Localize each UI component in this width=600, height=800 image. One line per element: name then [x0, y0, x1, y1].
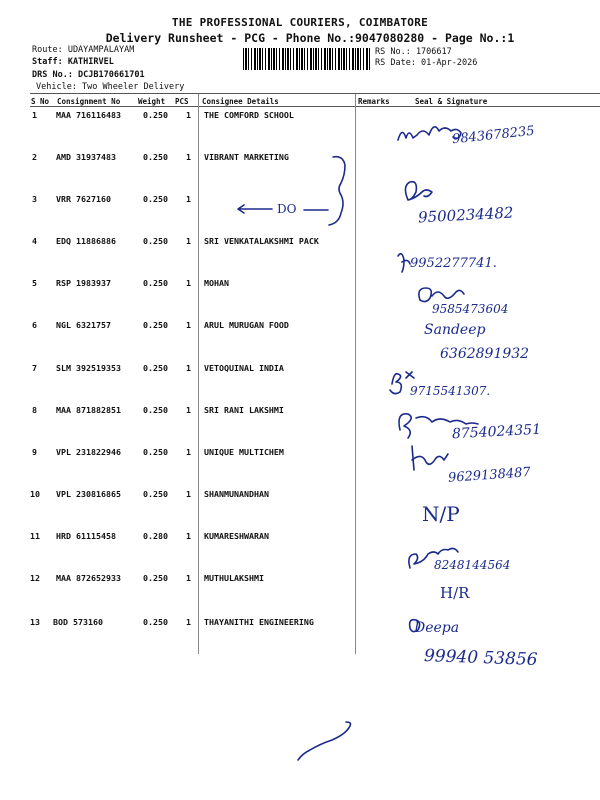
col-pcs: PCS — [175, 97, 189, 106]
row-consignment: AMD 31937483 — [56, 152, 116, 162]
row-pcs: 1 — [186, 152, 191, 162]
handwritten-name-row-13: Deepa — [414, 620, 460, 636]
row-consignee: UNIQUE MULTICHEM — [204, 447, 284, 457]
row-consignment: MAA 871882851 — [56, 405, 121, 415]
row-consignee: VIBRANT MARKETING — [204, 152, 289, 162]
runsheet-title: Delivery Runsheet - PCG - Phone No.:9047080280 - Page No.:1 — [105, 31, 515, 45]
row-consignment: VRR 7627160 — [56, 194, 111, 204]
row-weight: 0.250 — [143, 617, 168, 627]
handwritten-name-row-6: Sandeep — [424, 322, 486, 338]
row-consignee: THE COMFORD SCHOOL — [204, 110, 294, 120]
handwritten-phone-row-8: 8754024351 — [451, 421, 542, 443]
col-consignee: Consignee Details — [202, 97, 279, 106]
handwritten-phone-row-5: 9585473604 — [432, 302, 509, 316]
barcode — [243, 48, 370, 70]
row-consignment: VPL 230816865 — [56, 489, 121, 499]
row-sno: 5 — [32, 278, 37, 288]
row-consignment: HRD 61115458 — [56, 531, 116, 541]
row-consignment: SLM 392519353 — [56, 363, 121, 373]
handwritten-phone-row-4: 9952277741. — [410, 256, 497, 271]
handwritten-phone-row-13: 99940 53856 — [423, 646, 538, 670]
col-consignment: Consignment No — [57, 97, 121, 106]
row-consignee: SHANMUNANDHAN — [204, 489, 269, 499]
row-pcs: 1 — [186, 363, 191, 373]
row-consignee: ARUL MURUGAN FOOD — [204, 320, 289, 330]
row-consignment: BOD 573160 — [53, 617, 103, 627]
rs-date: RS Date: 01-Apr-2026 — [375, 58, 478, 68]
row-sno: 12 — [30, 573, 40, 583]
row-consignee: VETOQUINAL INDIA — [204, 363, 284, 373]
row-pcs: 1 — [186, 320, 191, 330]
rs-number: RS No.: 1706617 — [375, 47, 452, 57]
row-pcs: 1 — [186, 447, 191, 457]
handwritten-phone-row-12: 8248144564 — [434, 558, 511, 572]
drs-number: DRS No.: DCJB170661701 — [32, 70, 145, 80]
row-consignee: MOHAN — [204, 278, 229, 288]
row-consignment: RSP 1983937 — [56, 278, 111, 288]
row-consignment: MAA 872652933 — [56, 573, 121, 583]
col-weight: Weight — [138, 97, 166, 106]
col-sno: S No — [31, 97, 50, 106]
row-sno: 7 — [32, 363, 37, 373]
row-consignee: MUTHULAKSHMI — [204, 573, 264, 583]
row-sno: 13 — [30, 617, 40, 627]
row-weight: 0.250 — [143, 110, 168, 120]
row-pcs: 1 — [186, 110, 191, 120]
row-weight: 0.250 — [143, 447, 168, 457]
handwritten-note-row-12: H/R — [440, 584, 470, 602]
handwritten-phone-row-6: 6362891932 — [440, 346, 530, 362]
row-weight: 0.250 — [143, 236, 168, 246]
row-consignee: KUMARESHWARAN — [204, 531, 269, 541]
row-sno: 4 — [32, 236, 37, 246]
table-row — [0, 236, 600, 278]
handwritten-note-row-10: N/P — [422, 502, 460, 526]
row-pcs: 1 — [186, 617, 191, 627]
row-sno: 3 — [32, 194, 37, 204]
row-pcs: 1 — [186, 278, 191, 288]
row-consignment: EDQ 11886886 — [56, 236, 116, 246]
row-pcs: 1 — [186, 531, 191, 541]
row-weight: 0.250 — [143, 405, 168, 415]
table-header-border — [30, 106, 600, 107]
table-row — [0, 363, 600, 405]
bottom-flourish — [298, 722, 351, 760]
handwritten-ditto-row-3: DO — [277, 202, 297, 216]
staff-label: Staff: KATHIRVEL — [32, 57, 114, 67]
row-pcs: 1 — [186, 236, 191, 246]
row-weight: 0.250 — [143, 363, 168, 373]
company-title: THE PROFESSIONAL COURIERS, COIMBATORE — [171, 16, 429, 29]
row-sno: 10 — [30, 489, 40, 499]
row-weight: 0.280 — [143, 531, 168, 541]
route-label: Route: UDAYAMPALAYAM — [32, 45, 135, 55]
table-row — [0, 573, 600, 615]
row-consignee: SRI RANI LAKSHMI — [204, 405, 284, 415]
row-pcs: 1 — [186, 194, 191, 204]
row-consignment: MAA 716116483 — [56, 110, 121, 120]
col-remarks: Remarks — [358, 97, 390, 106]
table-row — [0, 278, 600, 320]
row-sno: 1 — [32, 110, 37, 120]
row-weight: 0.250 — [143, 278, 168, 288]
row-weight: 0.250 — [143, 573, 168, 583]
row-pcs: 1 — [186, 405, 191, 415]
row-weight: 0.250 — [143, 152, 168, 162]
col-seal-signature: Seal & Signature — [415, 97, 488, 106]
row-sno: 8 — [32, 405, 37, 415]
vehicle-label: Vehicle: Two Wheeler Delivery — [36, 82, 185, 92]
row-weight: 0.250 — [143, 194, 168, 204]
handwritten-phone-row-1: 9843678235 — [451, 123, 536, 148]
row-consignment: VPL 231822946 — [56, 447, 121, 457]
handwritten-phone-row-9: 9629138487 — [447, 465, 532, 486]
row-sno: 2 — [32, 152, 37, 162]
row-weight: 0.250 — [143, 320, 168, 330]
row-pcs: 1 — [186, 573, 191, 583]
row-consignee: THAYANITHI ENGINEERING — [204, 617, 314, 627]
handwritten-phone-row-3: 9500234482 — [417, 203, 514, 227]
row-sno: 11 — [30, 531, 40, 541]
row-weight: 0.250 — [143, 489, 168, 499]
handwritten-phone-row-7: 9715541307. — [410, 384, 491, 398]
row-consignee: SRI VENKATALAKSHMI PACK — [204, 236, 319, 246]
row-sno: 9 — [32, 447, 37, 457]
row-sno: 6 — [32, 320, 37, 330]
table-row — [0, 489, 600, 531]
table-row — [0, 152, 600, 194]
row-consignment: NGL 6321757 — [56, 320, 111, 330]
table-top-border — [30, 93, 600, 94]
row-pcs: 1 — [186, 489, 191, 499]
